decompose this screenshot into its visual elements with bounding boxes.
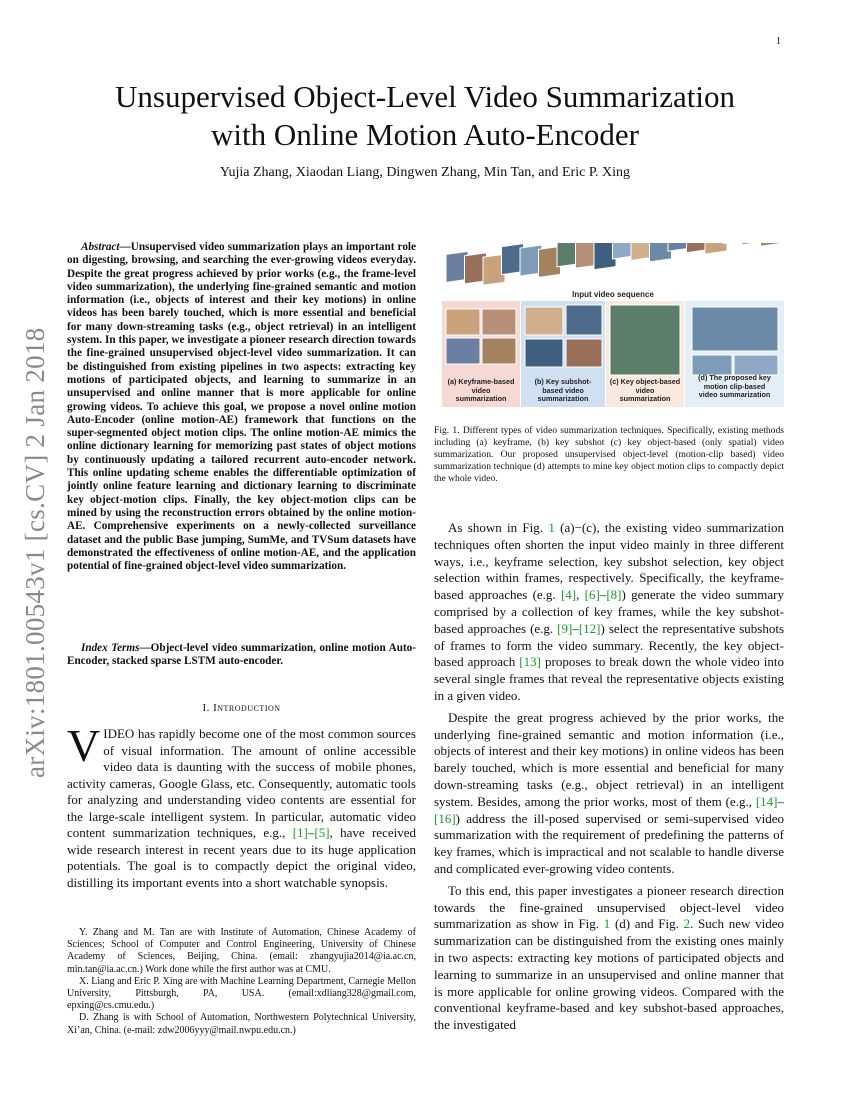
- input-sequence-label: Input video sequence: [572, 290, 654, 299]
- arxiv-stamp: arXiv:1801.00543v1 [cs.CV] 2 Jan 2018: [20, 327, 50, 778]
- paragraph: To this end, this paper investigates a pioneer research direction towards the fine-grained unsupervised object-level video summarization as show in Fig. 1 (d) and Fig. 2. Such new video summarization can be distinguished from the existing ones mainly in two aspects: extracting key motions of participated objects and learning to summarize in an unsupervised and online manner that is more applicable for online growing videos. Compared with the conventional keyframe-based and key subshot-based approaches, the investigated: [434, 882, 784, 1033]
- paragraph: Despite the great progress achieved by the prior works, the underlying fine-grained semantic and motion information (i.e., objects of interest and their key motions) in online videos has been barely touched, which is more essential and beneficial for many down-streaming tasks (e.g., object retrieval) in an intelligent system. Besides, among the prior works, most of them (e.g., [14]–[16]) address the ill-posed supervised or semi-supervised video summarization with the requirement of predefining the patterns of key frames, which is impractical and not scalable to handle diverse and complicated ever-growing video contents.: [434, 709, 784, 876]
- citation-link[interactable]: [6]: [584, 587, 600, 603]
- citation-link[interactable]: [8]: [606, 587, 622, 603]
- summary-thumbnail: [525, 339, 563, 367]
- panel-b-label: (b) Key subshot- based video summarization: [534, 377, 592, 404]
- citation-link[interactable]: [14]: [755, 793, 778, 809]
- index-terms: [67, 642, 416, 669]
- footnote: D. Zhang is with School of Automation, Northwestern Polytechnical University, Xi’an, China. (e-mail: zdw2006yyy@mail.nwpu.edu.cn.): [67, 1012, 416, 1036]
- summary-thumbnail: [610, 305, 680, 375]
- author-list: Yujia Zhang, Xiaodan Liang, Dingwen Zhang, Min Tan, and Eric P. Xing: [219, 165, 631, 180]
- abstract-label: Abstract: [81, 241, 120, 253]
- abstract-text: —Unsupervised video summarization plays an important role on digesting, browsing, and searching the ever-growing videos everyday. Despite the great progress achieved by prior works (e.g., the frame-level video summarization), the underlying fine-grained semantic and motion information (i.e., objects of interest and their key motions) in online videos has been barely touched, which is more essential and beneficial for many down-streaming tasks (e.g., object retrieval) in an intelligent system. In this paper, we investigate a pioneer research direction towards the fine-grained unsupervised object-level video summarization. It can be distinguished from existing pipelines in two aspects: extracting key motions of participated objects, and learning to summarize in an unsupervised and online manner that is more applicable for online growing videos. To achieve this goal, we propose a novel online motion Auto-Encoder (online motion-AE) framework that functions on the super-segmented object motion clips. The online motion-AE mimics the online dictionary learning for memorizing past states of object motions by continuously updating a tailored recurrent auto-encoder network. This online updating scheme enables the differentiable optimization of jointly online feature learning and dictionary learning to discriminate key object-motion clips. Finally, the key object-motion clips can be mined by using the reconstruction errors obtained by the online motion-AE. Comprehensive experiments on a newly-collected surveillance dataset and the public Base jumping, SumMe, and TVSum datasets have demonstrated the effectiveness of online motion-AE, and the application potential of fine-grained object-level video summarization.: [67, 241, 416, 573]
- summary-thumbnail: [482, 338, 516, 364]
- citation-link[interactable]: [13]: [519, 654, 541, 670]
- drop-cap: V: [67, 720, 101, 771]
- panel-d-label: (d) The proposed key motion clip-based video summarization: [698, 373, 771, 400]
- summary-thumbnail: [692, 307, 778, 351]
- index-terms-text: —Object-level video summarization, online motion Auto-Encoder, stacked sparse LSTM auto-encoder.: [67, 642, 416, 668]
- summary-thumbnail: [525, 307, 563, 335]
- figure-1-caption: Fig. 1. Different types of video summarization techniques. Specifically, existing methods including (a) keyframe, (b) key subshot (c) key object-based (only spatial) video summarization. Our proposed unsupervised object-level (motion-clip based) video summarization technique (d) attempts to mine key object motion clips to compactly depict the whole video.: [434, 425, 784, 484]
- introduction-paragraph: VIDEO has rapidly become one of the most common sources of visual information. The amount of online accessible video data is daunting with the success of mobile phones, activity cameras, Google Glass, etc. Consequently, automatic tools for analyzing and understanding video contents are essential for the large-scale intelligent system. In particular, automatic video content summarization techniques, e.g., [1]–[5], have received wide research interest in recent years due to its huge application potentials. The goal is to compactly depict the original video, distilling its important events into a short watchable synopsis.: [67, 720, 416, 890]
- summary-thumbnail: [566, 339, 602, 367]
- summary-thumbnail: [734, 355, 778, 375]
- citation-link[interactable]: [5]: [314, 825, 330, 840]
- right-column-text: [434, 520, 784, 1039]
- abstract: [67, 241, 416, 573]
- summary-thumbnail: [446, 309, 480, 335]
- title-line-2: with Online Motion Auto-Encoder: [211, 117, 639, 152]
- citation-link[interactable]: [12]: [578, 620, 601, 636]
- index-terms-label: Index Terms: [81, 642, 140, 654]
- summary-thumbnail: [566, 305, 602, 335]
- section-heading-introduction: I. Introduction: [202, 702, 281, 714]
- figure-link[interactable]: 1: [603, 916, 611, 932]
- summary-thumbnail: [446, 338, 480, 364]
- citation-link[interactable]: [1]: [292, 825, 308, 840]
- citation-link[interactable]: [9]: [557, 620, 573, 636]
- summary-thumbnail: [692, 355, 732, 375]
- footnote: Y. Zhang and M. Tan are with Institute of Automation, Chinese Academy of Sciences; School of Computer and Control Engineering, University of Chinese Academy of Sciences, Beijing, China. (email: zhangyujia2014@ia.ac.cn, min.tan@ia.ac.cn.) Work done while the first author was at CMU.: [67, 927, 416, 975]
- paper-title: [70, 78, 780, 154]
- footnote: X. Liang and Eric P. Xing are with Machine Learning Department, Carnegie Mellon University, Pittsburgh, PA, USA. (email:xdliang328@gmail.com, epxing@cs.cmu.edu.): [67, 975, 416, 1012]
- panel-c-label: (c) Key object-based video summarization: [609, 377, 681, 404]
- panel-a-label: (a) Keyframe-based video summarization: [447, 377, 515, 404]
- title-line-1: Unsupervised Object-Level Video Summarization: [115, 79, 735, 114]
- citation-link[interactable]: [4]: [560, 587, 577, 603]
- citation-link[interactable]: [16]: [434, 810, 456, 826]
- page-number: 1: [776, 36, 781, 47]
- figure-link[interactable]: 1: [548, 520, 555, 535]
- author-footnotes: [67, 927, 416, 1037]
- summary-thumbnail: [482, 309, 516, 335]
- figure-link[interactable]: 2: [683, 916, 691, 932]
- paragraph: As shown in Fig. 1 (a)−(c), the existing video summarization techniques often shorten the input video mainly in three different ways, i.e., keyframe selection, key subshot selection, key object selection within frames, respectively. Specifically, the keyframe-based approaches (e.g. [4], [6]–[8]) generate the video summary comprised by a collection of key frames, while the key subshot-based approaches (e.g. [9]–[12]) select the representative subshots of frames to form the video summary. Recently, the key object-based approach [13] proposes to break down the whole video into several single frames that reveal the representative objects existing in a given video.: [434, 520, 785, 703]
